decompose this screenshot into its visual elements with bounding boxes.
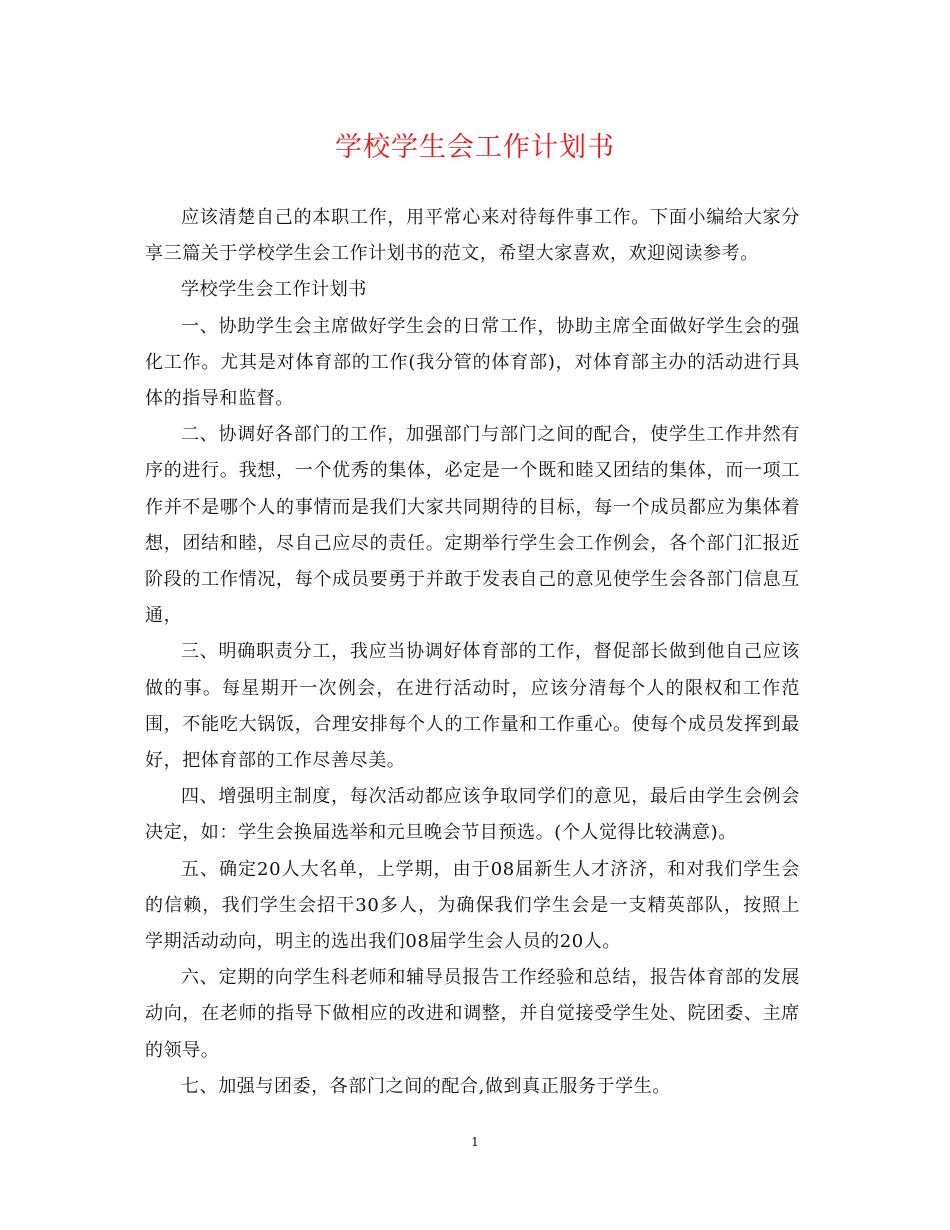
document-body — [145, 200, 800, 1105]
paragraph-item-2: 二、协调好各部门的工作，加强部门与部门之间的配合，使学生工作井然有序的进行。我想，一个优秀的集体，必定是一个既和睦又团结的集体，而一项工作并不是哪个人的事情而是我们大家共同期待的目标，每一个成员都应为集体着想，团结和睦，尽自己应尽的责任。定期举行学生会工作例会，各个部门汇报近阶段的工作情况，每个成员要勇于并敢于发表自己的意见使学生会各部门信息互通， — [145, 424, 800, 627]
intro-paragraph: 应该清楚自己的本职工作，用平常心来对待每件事工作。下面小编给大家分享三篇关于学校学生会工作计划书的范文，希望大家喜欢，欢迎阅读参考。 — [145, 207, 800, 265]
paragraph-item-7: 七、加强与团委，各部门之间的配合,做到真正服务于学生。 — [181, 1075, 671, 1097]
page-number: 1 — [471, 1135, 479, 1149]
paragraph-item-4: 四、增强明主制度，每次活动都应该争取同学们的意见，最后由学生会例会决定，如：学生会换届选举和元旦晚会节目预选。(个人觉得比较满意)。 — [145, 786, 800, 844]
paragraph-item-3: 三、明确职责分工，我应当协调好体育部的工作，督促部长做到他自己应该做的事。每星期开一次例会，在进行活动时，应该分清每个人的限权和工作范围，不能吃大锅饭，合理安排每个人的工作量和工作重心。使每个成员发挥到最好，把体育部的工作尽善尽美。 — [145, 641, 800, 772]
document-title: 学校学生会工作计划书 — [335, 132, 615, 163]
paragraph-item-5: 五、确定20人大名单，上学期，由于08届新生人才济济，和对我们学生会的信赖，我们学生会招干30多人，为确保我们学生会是一支精英部队，按照上学期活动动向，明主的选出我们08届学生会人员的20人。 — [145, 858, 800, 953]
paragraph-item-6: 六、定期的向学生科老师和辅导员报告工作经验和总结，报告体育部的发展动向，在老师的指导下做相应的改进和调整，并自觉接受学生处、院团委、主席的领导。 — [145, 967, 800, 1061]
paragraph-item-1: 一、协助学生会主席做好学生会的日常工作，协助主席全面做好学生会的强化工作。尤其是对体育部的工作(我分管的体育部)，对体育部主办的活动进行具体的指导和监督。 — [145, 315, 800, 410]
section-heading: 学校学生会工作计划书 — [181, 279, 367, 301]
